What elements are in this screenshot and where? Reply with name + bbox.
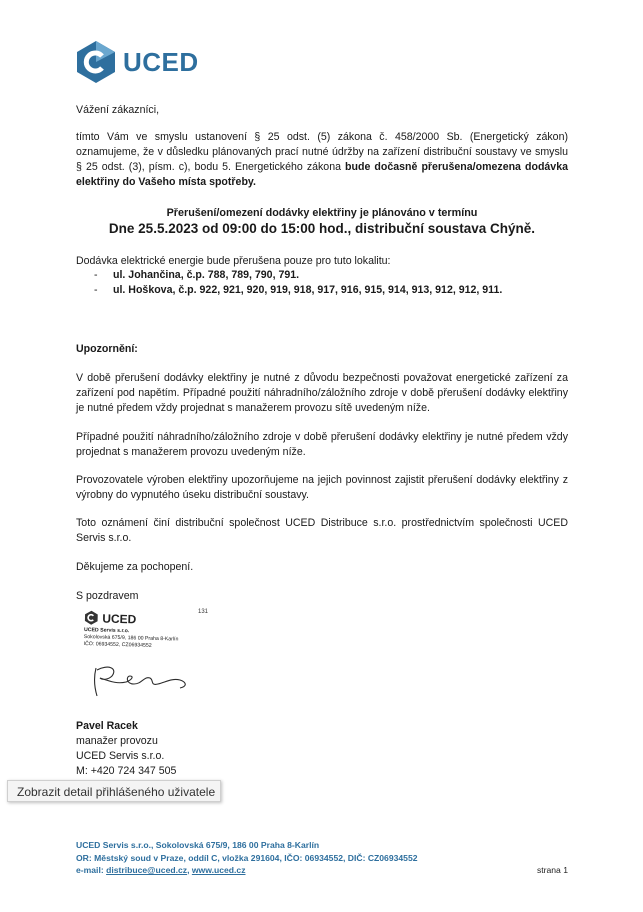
uced-logo bbox=[75, 40, 199, 84]
location-intro: Dodávka elektrické energie bude přerušena pouze pro tuto lokalitu: bbox=[76, 255, 391, 267]
notice-paragraph-3: Provozovatele výroben elektřiny upozorňujeme na jejich povinnost zajistit přerušení dodávky elektřiny z výrobny do vypnutého úseku distribuční soustavy. bbox=[76, 474, 568, 501]
footer-web-link[interactable]: www.uced.cz bbox=[191, 865, 246, 875]
user-detail-tooltip: Zobrazit detail přihlášeného uživatele bbox=[7, 780, 221, 802]
uced-shield-icon bbox=[75, 40, 117, 84]
footer-separator: , bbox=[187, 865, 192, 875]
footer-email-label: e-mail: bbox=[76, 865, 107, 875]
intro-paragraph bbox=[76, 130, 568, 190]
stamp-line: UCED Servis s.r.o. bbox=[83, 627, 130, 635]
stamp-line: IČO: 06934552, CZ06934552 bbox=[83, 641, 152, 649]
signatory-name: Pavel Racek bbox=[76, 720, 138, 732]
outage-date: Dne 25.5.2023 od 09:00 do 15:00 hod., distribuční soustava Chýně. bbox=[108, 221, 536, 236]
thanks: Děkujeme za pochopení. bbox=[76, 561, 194, 573]
stamp-number: 131 bbox=[198, 609, 209, 615]
closing: S pozdravem bbox=[76, 590, 139, 602]
signatory-role: manažer provozu bbox=[76, 735, 158, 747]
page-footer bbox=[76, 839, 568, 877]
greeting: Vážení zákazníci, bbox=[76, 104, 160, 116]
location-list bbox=[76, 268, 568, 298]
footer-registry: OR: Městský soud v Praze, oddíl C, vložka 291604, IČO: 06934552, DIČ: CZ06934552 bbox=[76, 852, 418, 863]
notice-paragraph-4: Toto oznámení činí distribuční společnost UCED Distribuce s.r.o. prostřednictvím společnosti UCED Servis s.r.o. bbox=[76, 517, 568, 544]
signatory-company: UCED Servis s.r.o. bbox=[76, 750, 165, 762]
stamp-line: Sokolovská 675/9, 186 00 Praha 8-Karlín bbox=[83, 634, 179, 643]
notice-heading: Upozornění: bbox=[76, 343, 138, 355]
stamp-logo-text: UCED bbox=[102, 611, 137, 626]
footer-address: UCED Servis s.r.o., Sokolovská 675/9, 186 00 Praha 8-Karlín bbox=[76, 840, 320, 850]
company-stamp bbox=[84, 610, 235, 652]
footer-email-link[interactable]: distribuce@uced.cz bbox=[106, 865, 188, 875]
footer-contacts bbox=[76, 864, 568, 877]
intro-emphasis: bude dočasně přerušena/omezena dodávka elektřiny do Vašeho místa spotřeby. bbox=[76, 161, 568, 188]
list-item: - ul. Hoškova, č.p. 922, 921, 920, 919, 918, 917, 916, 915, 914, 913, 912, 912, 911. bbox=[76, 283, 568, 298]
intro-text: tímto Vám ve smyslu ustanovení § 25 odst. (5) zákona č. 458/2000 Sb. (Energetický zákon) oznamujeme, že v důsledku plánovaných prací nutné údržby na zařízení distribuční soustavy ve smyslu § 25 odst. (3), písm. c), bodu 5. Energetického zákona bbox=[76, 131, 568, 173]
notice-paragraph-1: V době přerušení dodávky elektřiny je nutné z důvodu bezpečnosti považovat energetické zařízení za zařízení pod napětím. Případné použití náhradního/záložního zdroje v době přerušení dodávky elektřiny je nutné předem vždy projednat s manažerem provozu sítě uvedeným níže. bbox=[76, 372, 568, 414]
signatory-phone: M: +420 724 347 505 bbox=[76, 765, 177, 777]
page-number: strana 1 bbox=[536, 865, 568, 875]
handwritten-signature bbox=[88, 662, 198, 702]
logo-text: UCED bbox=[123, 46, 199, 77]
planned-term-heading: Přerušení/omezení dodávky elektřiny je plánováno v termínu bbox=[166, 207, 478, 219]
notice-paragraph-2: Případné použití náhradního/záložního zdroje v době přerušení dodávky elektřiny je nutné předem vždy projednat s manažerem provozu uvedeným níže. bbox=[76, 431, 568, 458]
list-item: - ul. Johančina, č.p. 788, 789, 790, 791. bbox=[76, 268, 568, 283]
stamp-logo-icon bbox=[84, 610, 98, 625]
